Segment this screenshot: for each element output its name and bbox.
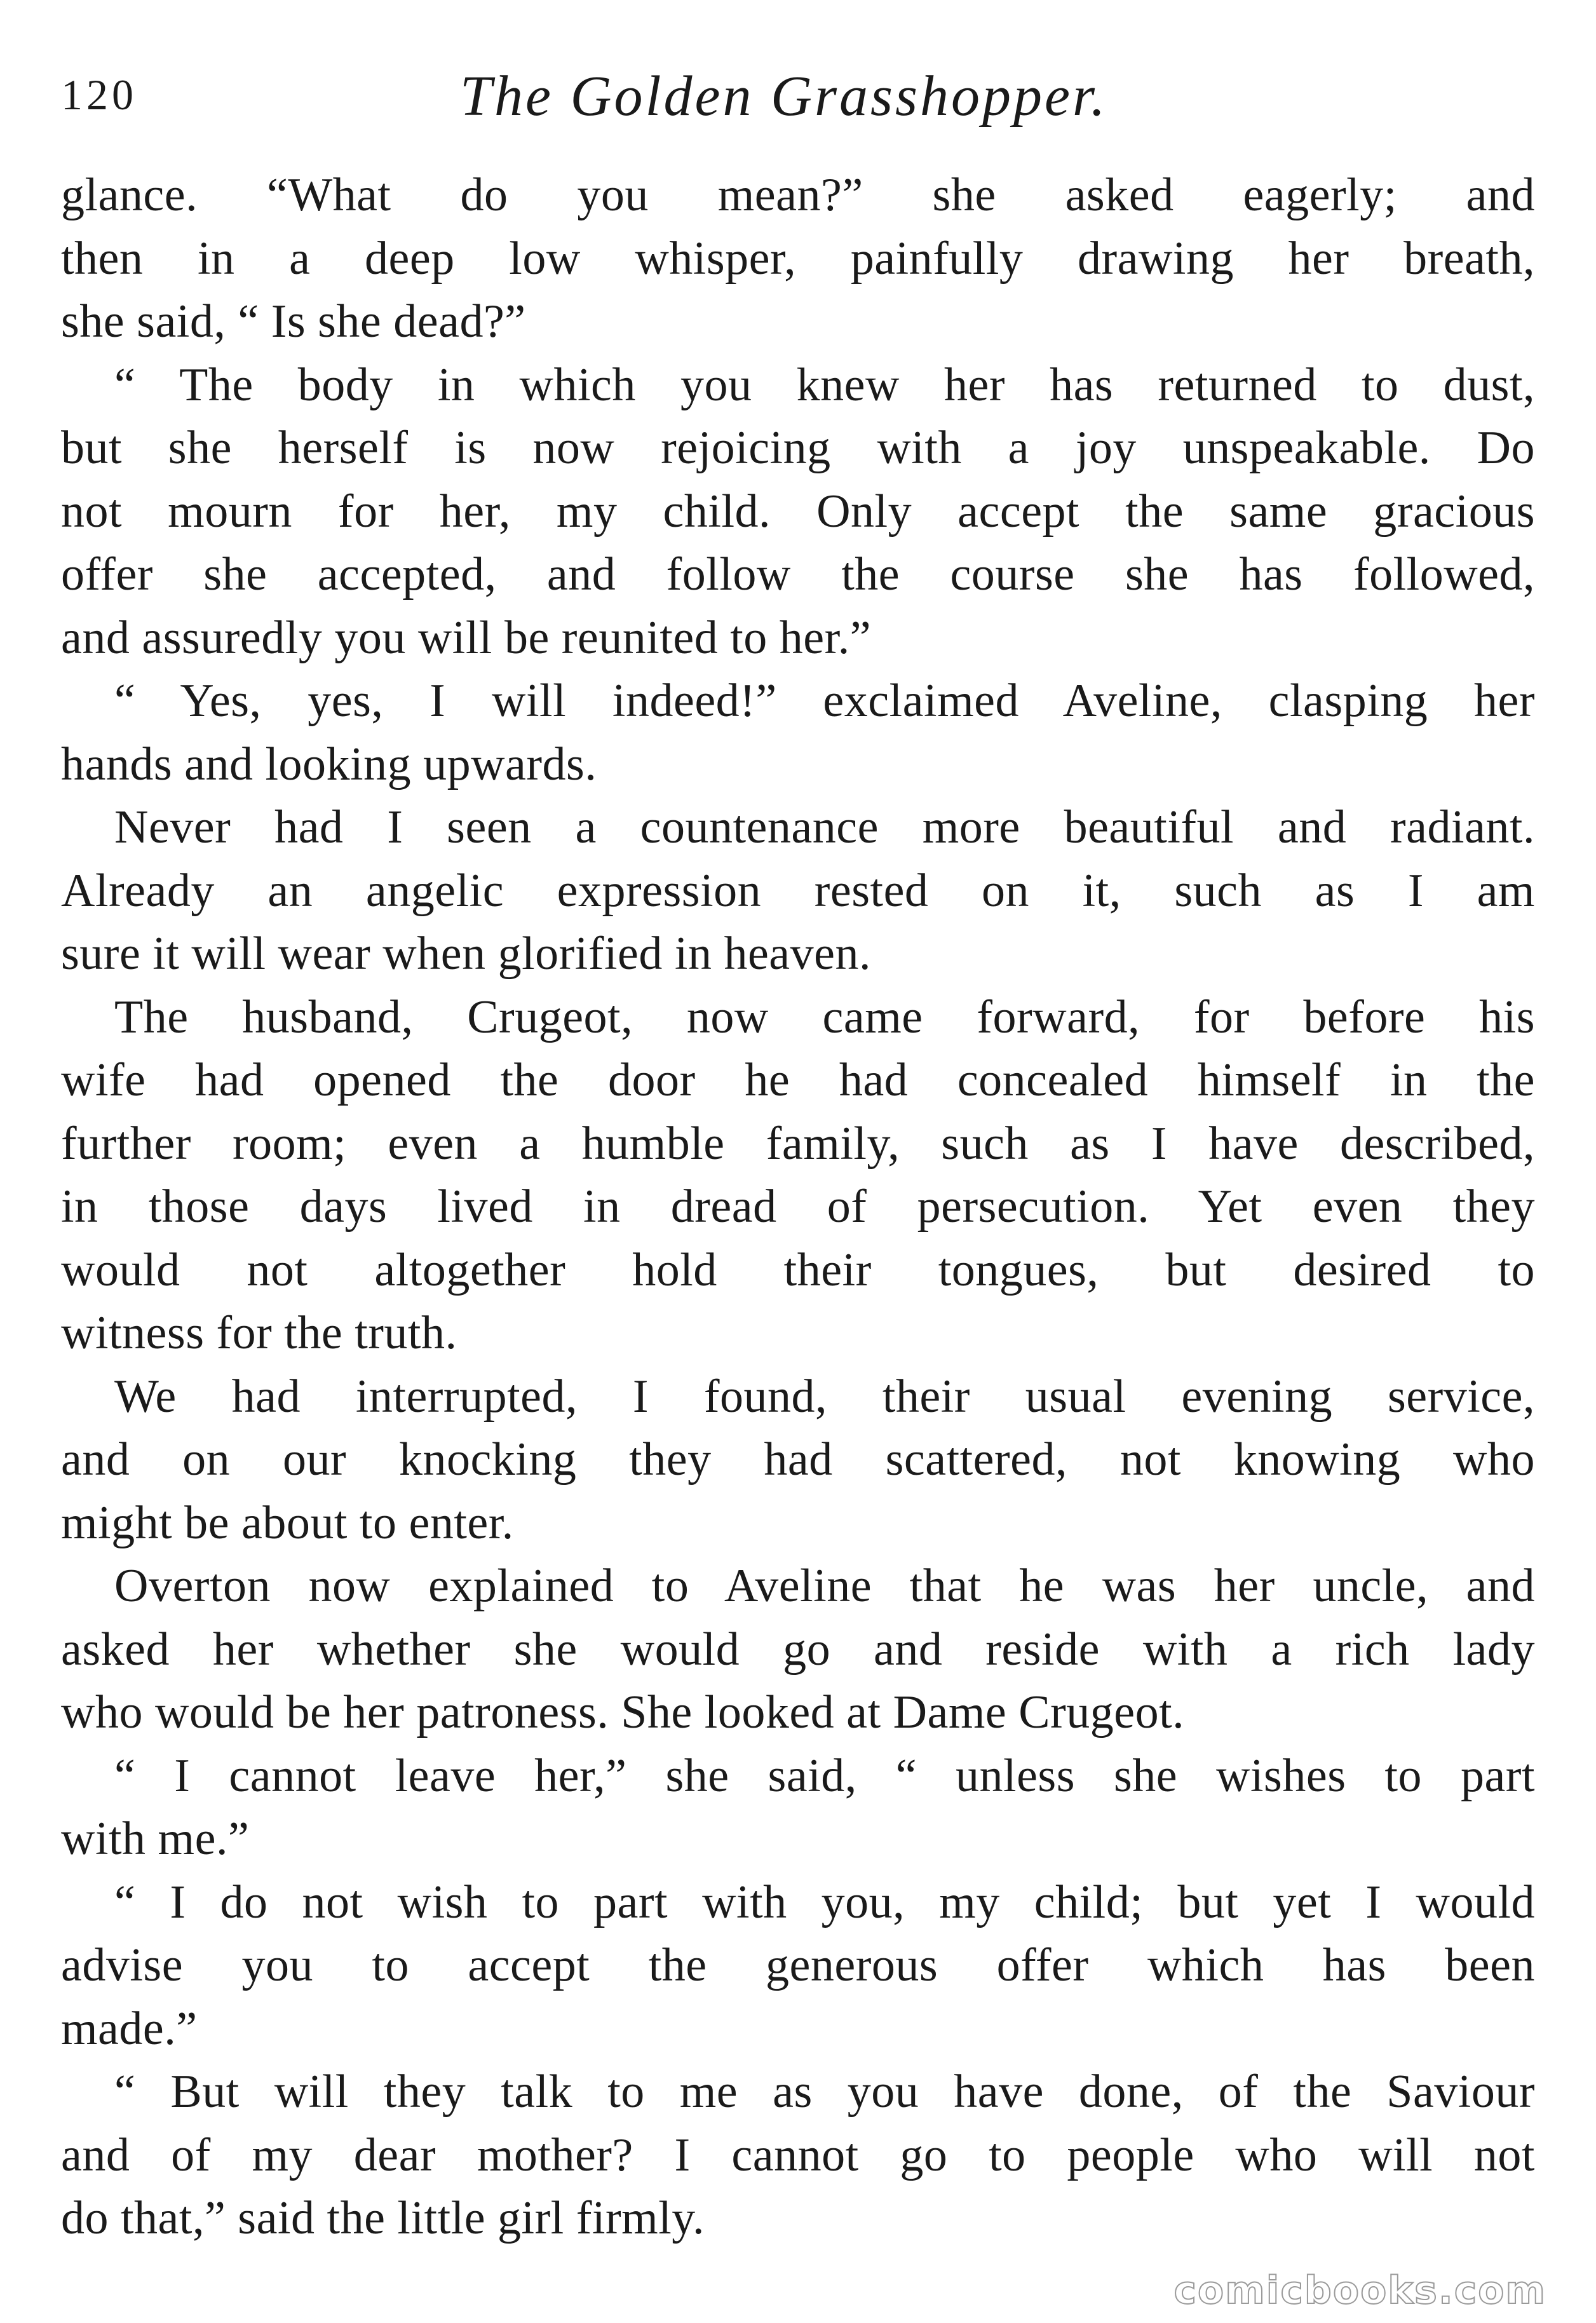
text-line: We had interrupted, I found, their usual evening service, [114,1370,1535,1423]
text-line: advise you to accept the generous offer which has been [61,1939,1535,1991]
text-line: sure it will wear when glorified in heaven. [61,928,871,980]
text-line: “ But will they talk to me as you have done, of the Saviour [114,2066,1535,2118]
text-line: wife had opened the door he had concealed himself in the [61,1054,1535,1106]
text-line: witness for the truth. [61,1307,457,1359]
text-line: “ The body in which you knew her has returned to dust, [114,358,1535,411]
text-line: asked her whether she would go and reside with a rich lady [61,1623,1535,1676]
text-line: with me.” [61,1813,250,1865]
text-line: offer she accepted, and follow the course she has followed, [61,548,1535,600]
text-line: further room; even a humble family, such as I have described, [61,1117,1535,1170]
page-header [61,55,1535,144]
text-line: who would be her patroness. She looked at Dame Crugeot. [61,1686,1185,1738]
text-line: “ Yes, yes, I will indeed!” exclaimed Aveline, clasping her [114,675,1535,727]
text-line: “ I cannot leave her,” she said, “ unless she wishes to part [114,1749,1535,1802]
text-line: would not altogether hold their tongues, but desired to [61,1243,1535,1296]
text-line: then in a deep low whisper, painfully drawing her breath, [61,232,1535,285]
text-line: glance. “What do you mean?” she asked eagerly; and [61,169,1535,221]
text-line: do that,” said the little girl firmly. [61,2192,705,2244]
text-line: but she herself is now rejoicing with a joy unspeakable. Do [61,422,1535,474]
page-number: 120 [61,71,137,119]
text-line: and on our knocking they had scattered, not knowing who [61,1433,1535,1486]
running-title: The Golden Grasshopper. [460,65,1108,128]
text-line: and assuredly you will be reunited to her.” [61,611,872,664]
text-line: and of my dear mother? I cannot go to people who will not [61,2129,1535,2181]
text-line: Never had I seen a countenance more beautiful and radiant. [114,801,1535,853]
text-line: Overton now explained to Aveline that he was her uncle, and [114,1560,1535,1612]
text-line: hands and looking upwards. [61,738,597,790]
text-line: made.” [61,2002,198,2055]
text-line: not mourn for her, my child. Only accept the same gracious [61,485,1535,538]
text-line: she said, “ Is she dead?” [61,295,526,348]
text-line: “ I do not wish to part with you, my child; but yet I would [114,1876,1535,1928]
text-line: might be about to enter. [61,1496,514,1549]
text-line: The husband, Crugeot, now came forward, for before his [114,991,1535,1043]
text-line: Already an angelic expression rested on it, such as I am [61,864,1535,917]
body-text [61,164,1535,2251]
watermark: comicbooks.com [1173,2268,1546,2313]
text-line: in those days lived in dread of persecution. Yet even they [61,1181,1535,1233]
